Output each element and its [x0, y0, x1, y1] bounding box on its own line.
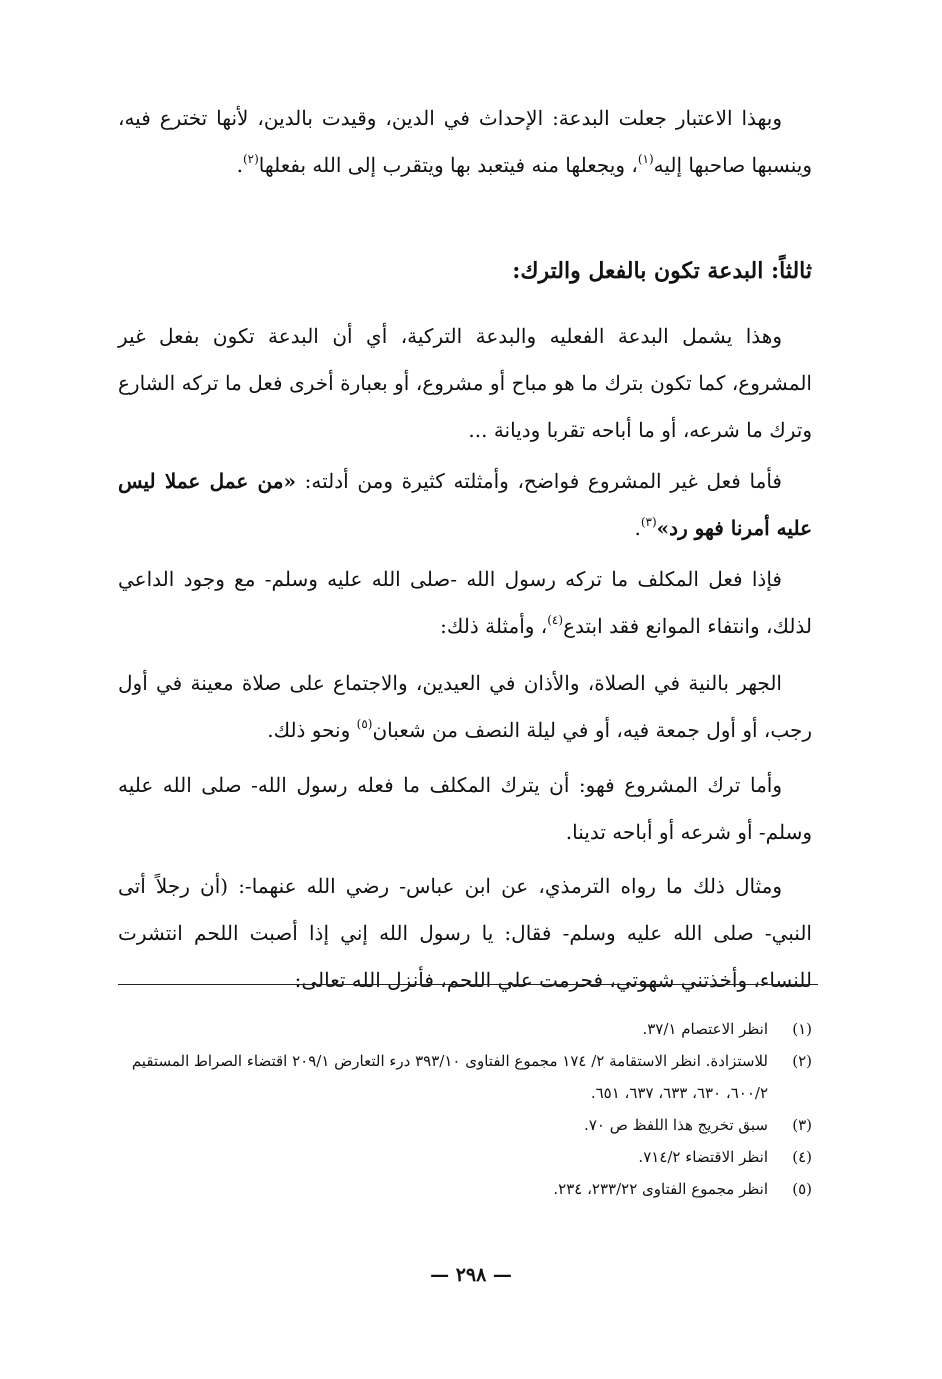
paragraph-5: [118, 660, 812, 754]
paragraph-5-text-a: الجهر بالنية في الصلاة، والأذان في العيدين، والاجتماع على صلاة معينة في أول رجب، أو أول جمعة فيه، أو في ليلة النصف من شعبان: [118, 671, 812, 742]
paragraph-4-text-a: فإذا فعل المكلف ما تركه رسول الله -صلى الله عليه وسلم- مع وجود الداعي لذلك، وانتفاء الموانع فقد ابتدع: [118, 567, 812, 638]
paragraph-6: وأما ترك المشروع فهو: أن يترك المكلف ما فعله رسول الله- صلى الله عليه وسلم- أو شرعه أو أباحه تدينا.: [118, 773, 812, 844]
footnote-number: (١): [792, 1020, 812, 1038]
section-heading: ثالثاً: البدعة تكون بالفعل والترك:: [512, 258, 812, 284]
paragraph-3: [118, 458, 812, 552]
footnote-number: (٥): [792, 1180, 812, 1198]
footnote-ref-4[interactable]: (٤): [547, 613, 564, 627]
paragraph-6-block: [118, 762, 812, 856]
footnote-ref-5[interactable]: (٥): [356, 717, 373, 731]
footnote-5: [118, 1173, 812, 1205]
paragraph-2: وهذا يشمل البدعة الفعليه والبدعة التركية، أي أن البدعة تكون بفعل غير المشروع، كما تكون بترك ما هو مباح أو مشروع، أو بعبارة أخرى فعل ما تركه الشارع وترك ما شرعه، أو ما أباحه تقربا وديانة ...: [118, 324, 812, 442]
footnote-number: (٤): [792, 1148, 812, 1166]
footnote-2: [118, 1045, 812, 1109]
footnote-ref-2[interactable]: (٢): [242, 152, 259, 166]
footnotes-section: [118, 1013, 812, 1205]
paragraph-5-text-b: ونحو ذلك.: [267, 718, 357, 742]
paragraph-1-end: .: [236, 153, 243, 177]
paragraph-1: [118, 95, 812, 189]
paragraph-1-block: [118, 95, 812, 189]
paragraph-3-end: .: [634, 516, 641, 540]
paragraph-1-text-b: ، ويجعلها منه فيتعبد بها ويتقرب إلى الله بفعلها: [258, 153, 638, 177]
paragraph-2-block: [118, 313, 812, 454]
paragraph-7-block: [118, 863, 812, 1004]
footnote-text: انظر الاقتضاء ٧١٤/٢.: [638, 1148, 768, 1166]
footnote-text: للاستزادة. انظر الاستقامة ٢/ ١٧٤ مجموع الفتاوى ٣٩٣/١٠ درء التعارض ٢٠٩/١ اقتضاء الصراط المستقيم ٦٠٠/٢، ٦٣٠، ٦٣٣، ٦٣٧، ٦٥١.: [131, 1052, 768, 1102]
footnote-number: (٣): [792, 1116, 812, 1134]
footnote-1: [118, 1013, 812, 1045]
section-heading-block: [118, 248, 812, 295]
footnote-number: (٢): [792, 1052, 812, 1070]
footnote-ref-3[interactable]: (٣): [640, 515, 657, 529]
paragraph-4: [118, 556, 812, 650]
paragraph-4-block: [118, 556, 812, 650]
footnote-4: [118, 1141, 812, 1173]
footnote-divider: [118, 984, 818, 985]
paragraph-7: ومثال ذلك ما رواه الترمذي، عن ابن عباس- رضي الله عنهما-: (أن رجلاً أتى النبي- صلى الله عليه وسلم- فقال: يا رسول الله إني إذا أصبت اللحم انتشرت للنساء، وأخذتني شهوتي، فحرمت علي اللحم، فأنزل الله تعالى:: [118, 874, 812, 992]
page-number: — ٢٩٨ —: [430, 1264, 512, 1286]
paragraph-3-block: [118, 458, 812, 552]
footnote-ref-1[interactable]: (١): [637, 152, 654, 166]
paragraph-5-block: [118, 660, 812, 754]
hadith-quote: «من عمل عملا ليس عليه أمرنا فهو رد»: [118, 469, 812, 540]
paragraph-1-text-a: وبهذا الاعتبار جعلت البدعة: الإحداث في الدين، وقيدت بالدين، لأنها تخترع فيه، وينسبها صاحبها إليه: [118, 106, 812, 177]
footnote-text: سبق تخريج هذا اللفظ ص ٧٠.: [584, 1116, 768, 1134]
footnote-text: انظر الاعتصام ٣٧/١.: [642, 1020, 768, 1038]
footnote-text: انظر مجموع الفتاوى ٢٣٣/٢٢، ٢٣٤.: [553, 1180, 768, 1198]
paragraph-3-text: فأما فعل غير المشروع فواضح، وأمثلته كثيرة ومن أدلته:: [295, 469, 782, 493]
paragraph-4-text-b: ، وأمثلة ذلك:: [440, 614, 548, 638]
footnote-3: [118, 1109, 812, 1141]
